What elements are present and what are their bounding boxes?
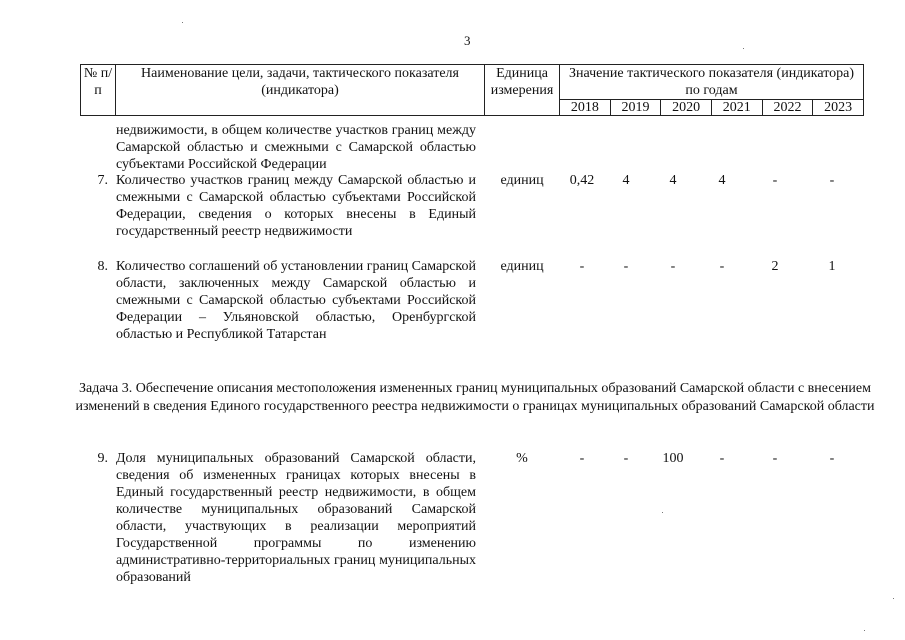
header-year: 2021 xyxy=(711,100,762,116)
continuation-text: недвижимости, в общем количестве участков границ между Самарской областью и смежными с Самарской областью субъектами Российской Федерации xyxy=(116,123,476,172)
header-year: 2020 xyxy=(661,100,712,116)
row-value: - xyxy=(579,259,585,274)
row-value: - xyxy=(579,451,585,466)
row-value: - xyxy=(772,173,778,188)
row-value: 4 xyxy=(622,173,630,188)
header-num: № п/п xyxy=(81,65,116,116)
row-value: - xyxy=(623,259,629,274)
row-number: 7. xyxy=(97,173,108,188)
scan-speck xyxy=(893,598,894,599)
header-year: 2019 xyxy=(610,100,661,116)
header-unit: Единица измерения xyxy=(485,65,560,116)
header-year: 2018 xyxy=(560,100,611,116)
scan-speck xyxy=(743,48,744,49)
row-value: 4 xyxy=(669,173,677,188)
row-value: 0,42 xyxy=(569,173,595,188)
row-value: - xyxy=(623,451,629,466)
scan-speck xyxy=(662,512,663,513)
header-year: 2023 xyxy=(813,100,864,116)
row-value: 1 xyxy=(828,259,836,274)
row-number: 8. xyxy=(97,259,108,274)
row-value: - xyxy=(719,451,725,466)
task-3-heading: Задача 3. Обеспечение описания местоположения измененных границ муниципальных образований Самарской области с внесением изменений в сведения Единого государственного реестра недвижимости о границах муниципальных образований Самарской области xyxy=(75,381,875,414)
header-values: Значение тактического показателя (индикатора) по годам xyxy=(560,65,864,100)
row-number: 9. xyxy=(97,451,108,466)
row-value: - xyxy=(772,451,778,466)
row-value: - xyxy=(829,451,835,466)
scan-speck xyxy=(864,630,865,631)
row-value: 2 xyxy=(771,259,779,274)
row-value: 100 xyxy=(662,451,684,466)
header-name: Наименование цели, задачи, тактического показателя (индикатора) xyxy=(116,65,485,116)
row-name: Доля муниципальных образований Самарской области, сведения об измененных границах которых внесены в Единый государственный реестр недвижимости, в общем количестве муниципальных образований Самарской области, участвующих в реализации мероприятий Государственной программы по изменению административно-территориальных границ муниципальных образований xyxy=(116,451,476,585)
header-year: 2022 xyxy=(762,100,813,116)
row-value: - xyxy=(719,259,725,274)
row-name: Количество соглашений об установлении границ Самарской области, заключенных между Самарской областью и смежными с Самарской областью субъектами Российской Федерации – Ульяновской областью, Оренбургской областью и Республикой Татарстан xyxy=(116,259,476,342)
row-unit: единиц xyxy=(500,259,544,274)
scan-speck xyxy=(182,22,183,23)
row-value: - xyxy=(829,173,835,188)
page-number: 3 xyxy=(464,33,471,48)
row-value: - xyxy=(670,259,676,274)
row-value: 4 xyxy=(718,173,726,188)
row-name: Количество участков границ между Самарской областью и смежными с Самарской областью субъектами Российской Федерации, сведения о которых внесены в Единый государственный реестр недвижимости xyxy=(116,173,476,239)
row-unit: единиц xyxy=(500,173,544,188)
table-header xyxy=(80,64,864,116)
row-unit: % xyxy=(516,451,528,466)
